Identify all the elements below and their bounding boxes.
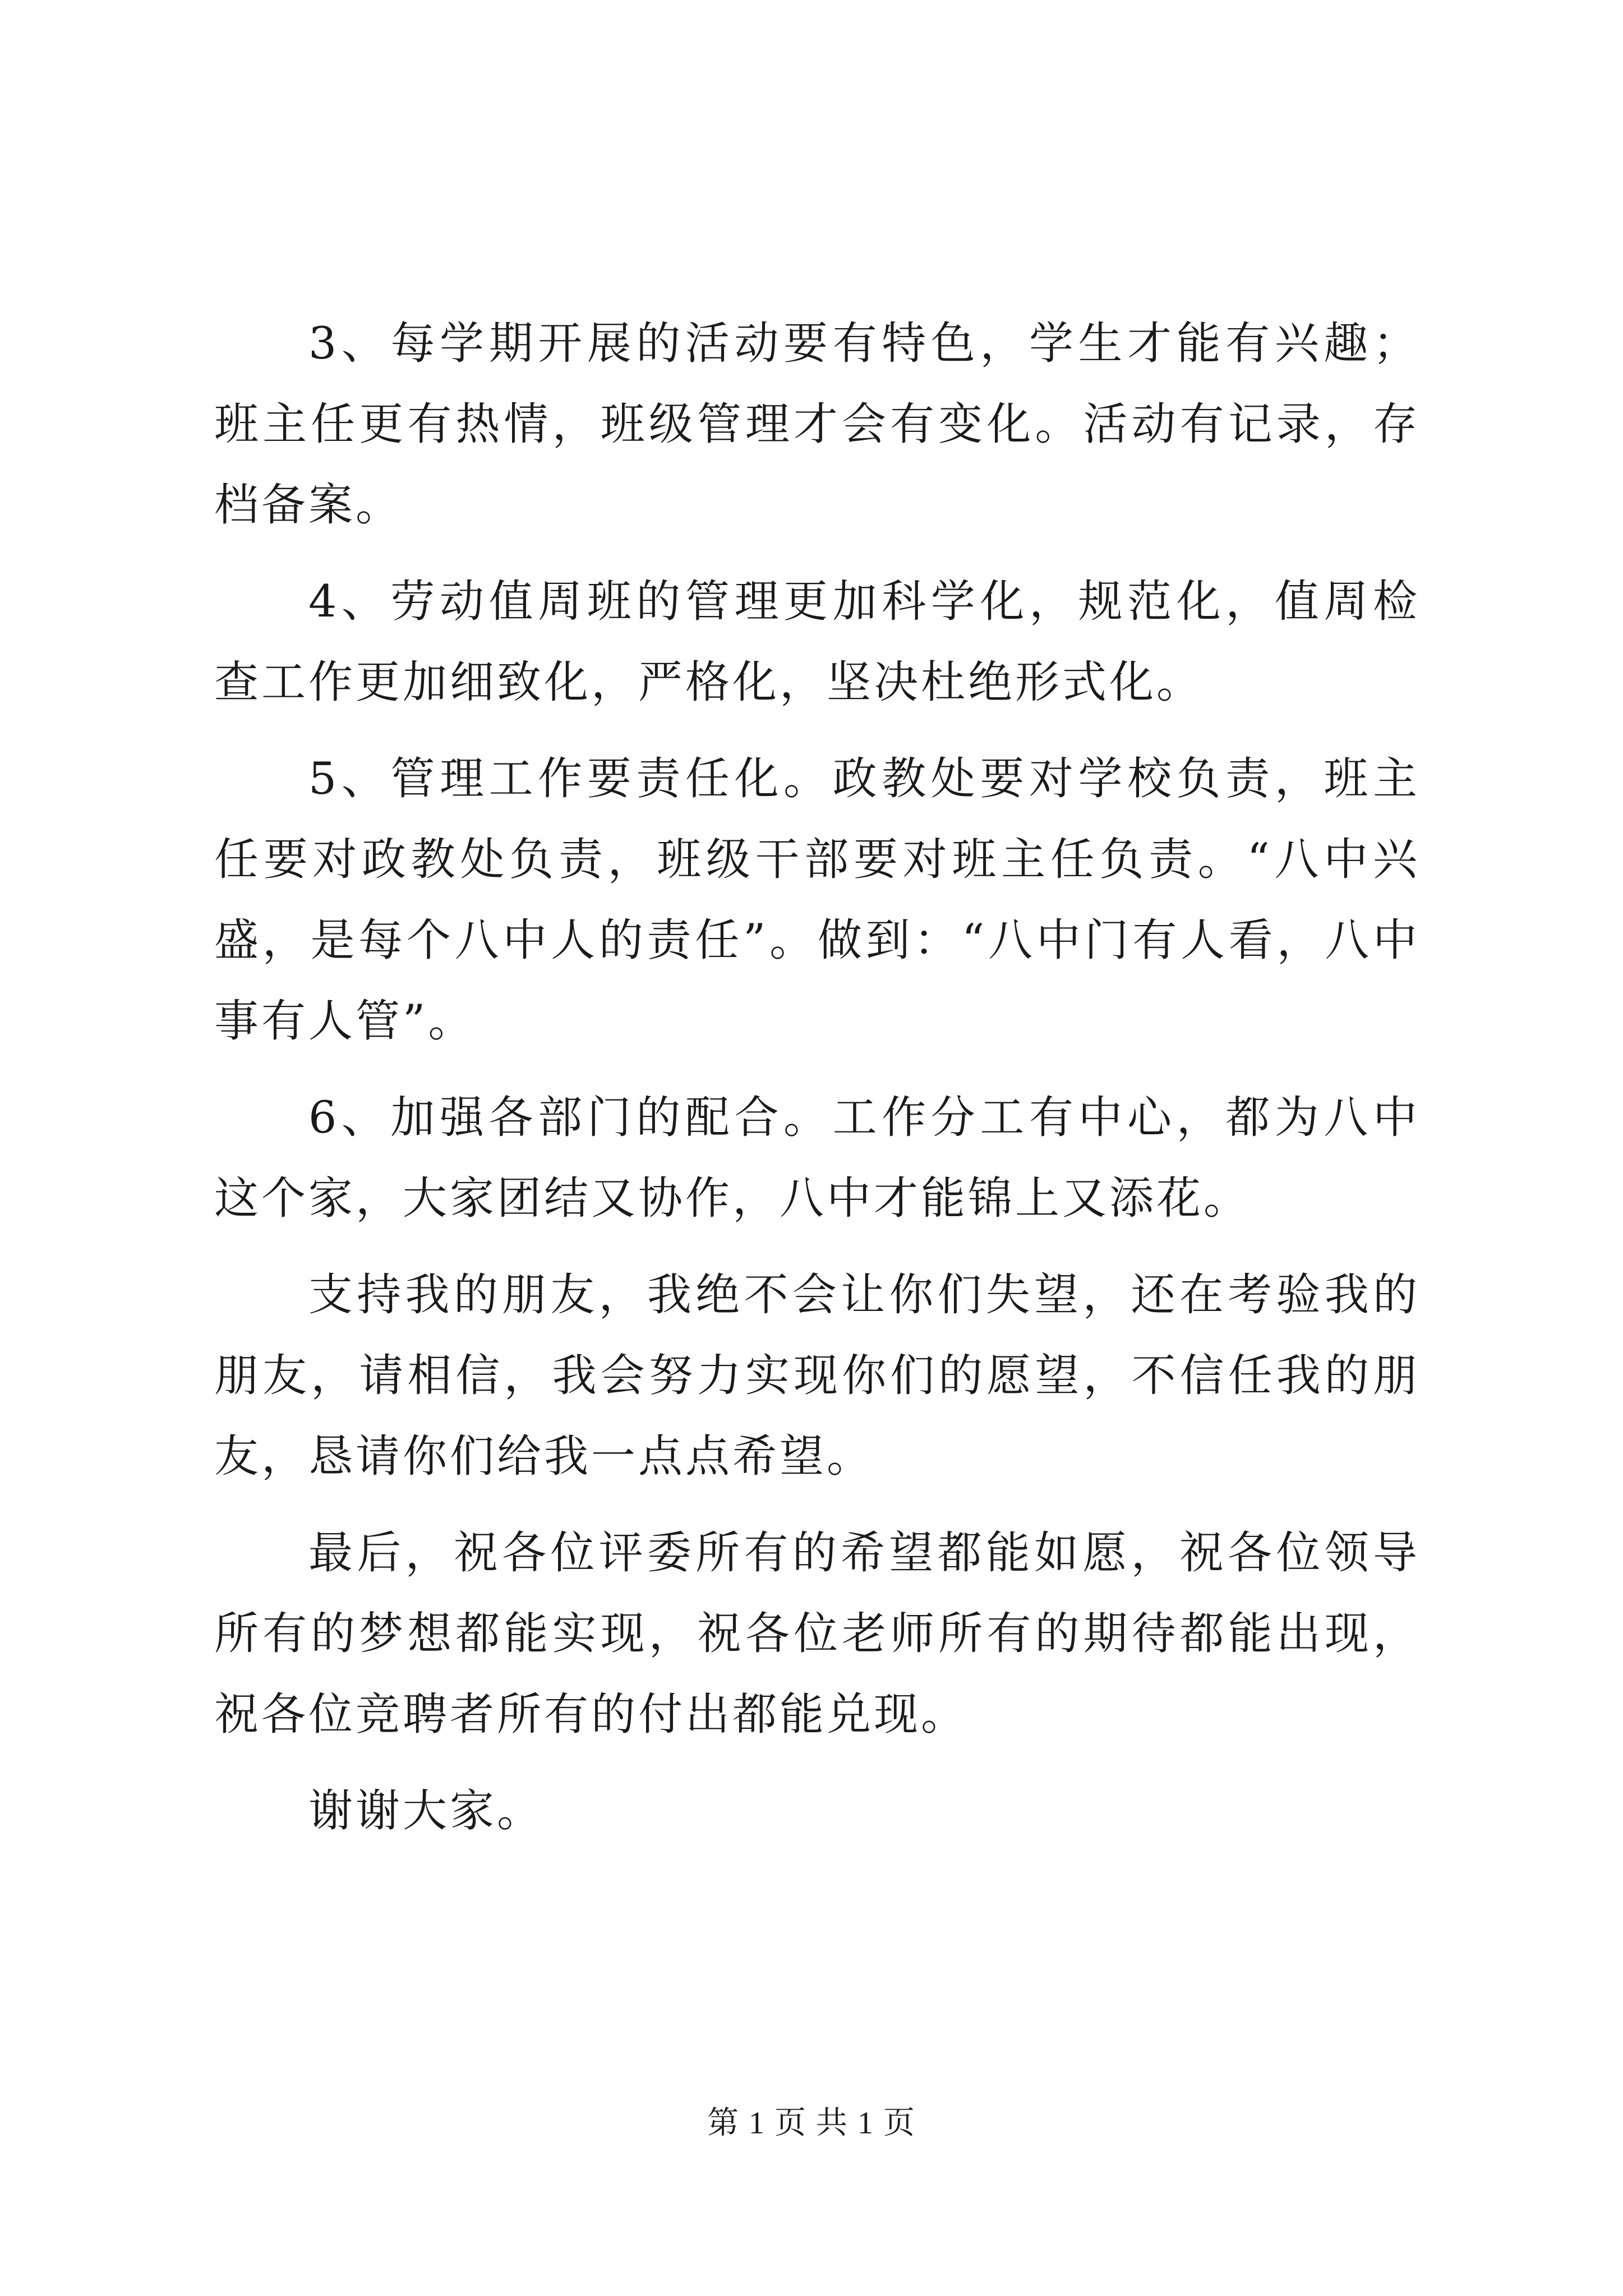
paragraph-support: 支持我的朋友，我绝不会让你们失望，还在考验我的朋友，请相信，我会努力实现你们的愿望，不信任我的朋友，恳请你们给我一点点希望。 — [214, 1269, 1420, 1482]
paragraph-item-6: 6、加强各部门的配合。工作分工有中心，都为八中这个家，大家团结又协作，八中才能锦上又添花。 — [214, 1092, 1420, 1224]
document-body — [214, 303, 1420, 1867]
paragraph-thanks: 谢谢大家。 — [308, 1785, 544, 1837]
page-footer: 第 1 页 共 1 页 — [707, 2106, 916, 2141]
paragraph-item-3: 3、每学期开展的活动要有特色，学生才能有兴趣；班主任更有热情，班级管理才会有变化。活动有记录，存档备案。 — [214, 318, 1420, 531]
paragraph-closing-wishes: 最后，祝各位评委所有的希望都能如愿，祝各位领导所有的梦想都能实现，祝各位老师所有的期待都能出现，祝各位竞聘者所有的付出都能兑现。 — [214, 1527, 1420, 1740]
paragraph-item-4: 4、劳动值周班的管理更加科学化，规范化，值周检查工作更加细致化，严格化，坚决杜绝形式化。 — [214, 576, 1420, 708]
paragraph-item-5: 5、管理工作要责任化。政教处要对学校负责，班主任要对政教处负责，班级干部要对班主任负责。“八中兴盛，是每个八中人的责任”。做到：“八中门有人看，八中事有人管”。 — [214, 753, 1420, 1047]
